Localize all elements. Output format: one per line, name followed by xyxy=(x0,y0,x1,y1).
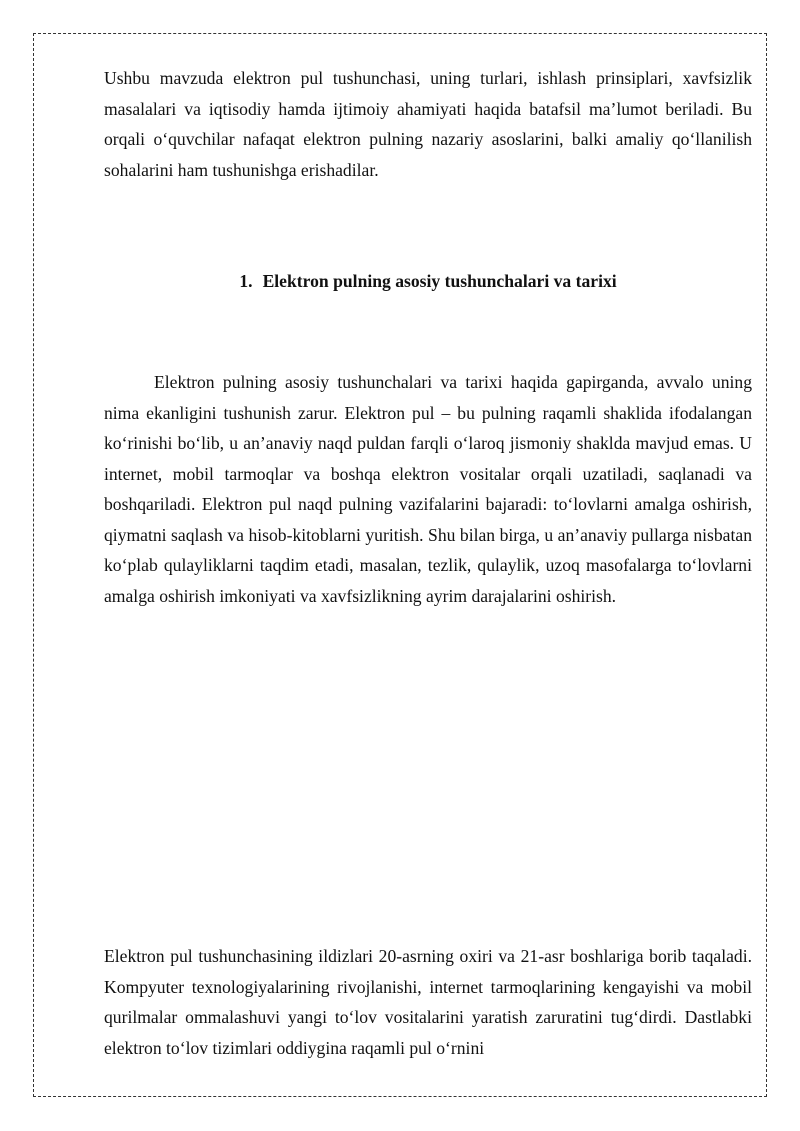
section-number: 1. xyxy=(239,271,253,291)
intro-block xyxy=(104,63,752,185)
history-block xyxy=(104,941,752,1063)
section-heading xyxy=(104,266,752,296)
history-paragraph: Elektron pul tushunchasining ildizlari 20-asrning oxiri va 21-asr boshlariga borib taqaladi. Kompyuter texnologiyalarining rivojlanishi, internet tarmoqlarining kengayishi va mobil qurilmalar ommalashuvi yangi to‘lov vositalarini yaratish zaruratini tug‘dirdi. Dastlabki elektron to‘lov tizimlari oddiygina raqamli pul o‘rnini xyxy=(104,946,752,1058)
intro-paragraph: Ushbu mavzuda elektron pul tushunchasi, uning turlari, ishlash prinsiplari, xavfsizlik masalalari va iqtisodiy hamda ijtimoiy ahamiyati haqida batafsil ma’lumot beriladi. Bu orqali o‘quvchilar nafaqat elektron pulning nazariy asoslarini, balki amaliy qo‘llanilish sohalarini ham tushunishga erishadilar. xyxy=(104,68,752,180)
section-paragraph: Elektron pulning asosiy tushunchalari va tarixi haqida gapirganda, avvalo uning nima ekanligini tushunish zarur. Elektron pul – bu pulning raqamli shaklida ifodalangan ko‘rinishi bo‘lib, u an’anaviy naqd puldan farqli o‘laroq jismoniy shaklda mavjud emas. U internet, mobil tarmoqlar va boshqa elektron vositalar orqali uzatiladi, saqlanadi va boshqariladi. Elektron pul naqd pulning vazifalarini bajaradi: to‘lovlarni amalga oshirish, qiymatni saqlash va hisob-kitoblarni yuritish. Shu bilan birga, u an’anaviy pullarga nisbatan ko‘plab qulayliklarni taqdim etadi, masalan, tezlik, qulaylik, uzoq masofalarga to‘lovlarni amalga oshirish imkoniyati va xavfsizlikning ayrim darajalarini oshirish. xyxy=(104,372,752,606)
section-title: Elektron pulning asosiy tushunchalari va tarixi xyxy=(262,271,617,291)
section-body xyxy=(104,367,752,611)
